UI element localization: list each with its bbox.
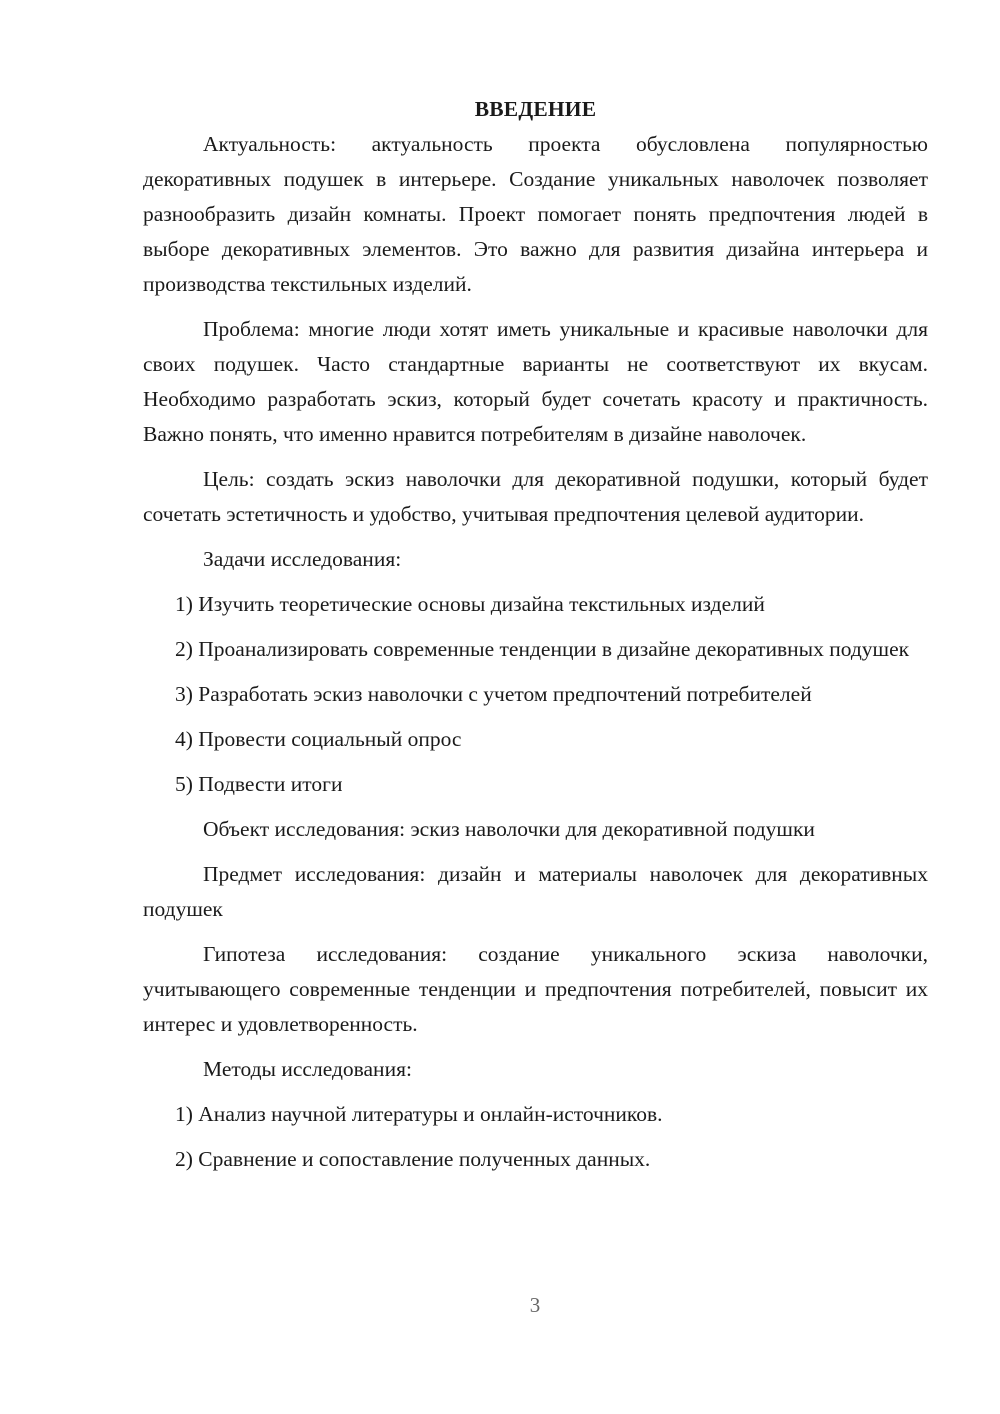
tasks-heading: Задачи исследования: <box>203 547 402 571</box>
method-item-1: 1) Анализ научной литературы и онлайн-источников. <box>175 1102 663 1126</box>
paragraph-goal: Цель: создать эскиз наволочки для декоративной подушки, который будет сочетать эстетичность и удобство, учитывая предпочтения целевой аудитории. <box>143 467 928 526</box>
section-title: ВВЕДЕНИЕ <box>474 97 597 121</box>
paragraph-problem: Проблема: многие люди хотят иметь уникальные и красивые наволочки для своих подушек. Часто стандартные варианты не соответствуют их вкусам. Необходимо разработать эскиз, который будет сочетать красоту и практичность. Важно понять, что именно нравится потребителям в дизайне наволочек. <box>143 317 928 446</box>
paragraph-hypothesis: Гипотеза исследования: создание уникального эскиза наволочки, учитывающего современные тенденции и предпочтения потребителей, повысит их интерес и удовлетворенность. <box>143 942 928 1036</box>
document-page <box>143 92 928 1187</box>
paragraph-object: Объект исследования: эскиз наволочки для декоративной подушки <box>203 817 815 841</box>
page-number: 3 <box>529 1293 541 1317</box>
task-item-5: 5) Подвести итоги <box>175 772 343 796</box>
task-item-4: 4) Провести социальный опрос <box>175 727 462 751</box>
task-item-2: 2) Проанализировать современные тенденции в дизайне декоративных подушек <box>175 637 910 661</box>
paragraph-relevance: Актуальность: актуальность проекта обусловлена популярностью декоративных подушек в интерьере. Создание уникальных наволочек позволяет разнообразить дизайн комнаты. Проект помогает понять предпочтения людей в выборе декоративных элементов. Это важно для развития дизайна интерьера и производства текстильных изделий. <box>143 132 928 296</box>
methods-heading: Методы исследования: <box>203 1057 412 1081</box>
method-item-2: 2) Сравнение и сопоставление полученных данных. <box>175 1147 651 1171</box>
task-item-3: 3) Разработать эскиз наволочки с учетом предпочтений потребителей <box>175 682 812 706</box>
task-item-1: 1) Изучить теоретические основы дизайна текстильных изделий <box>175 592 765 616</box>
paragraph-subject: Предмет исследования: дизайн и материалы наволочек для декоративных подушек <box>143 862 928 921</box>
